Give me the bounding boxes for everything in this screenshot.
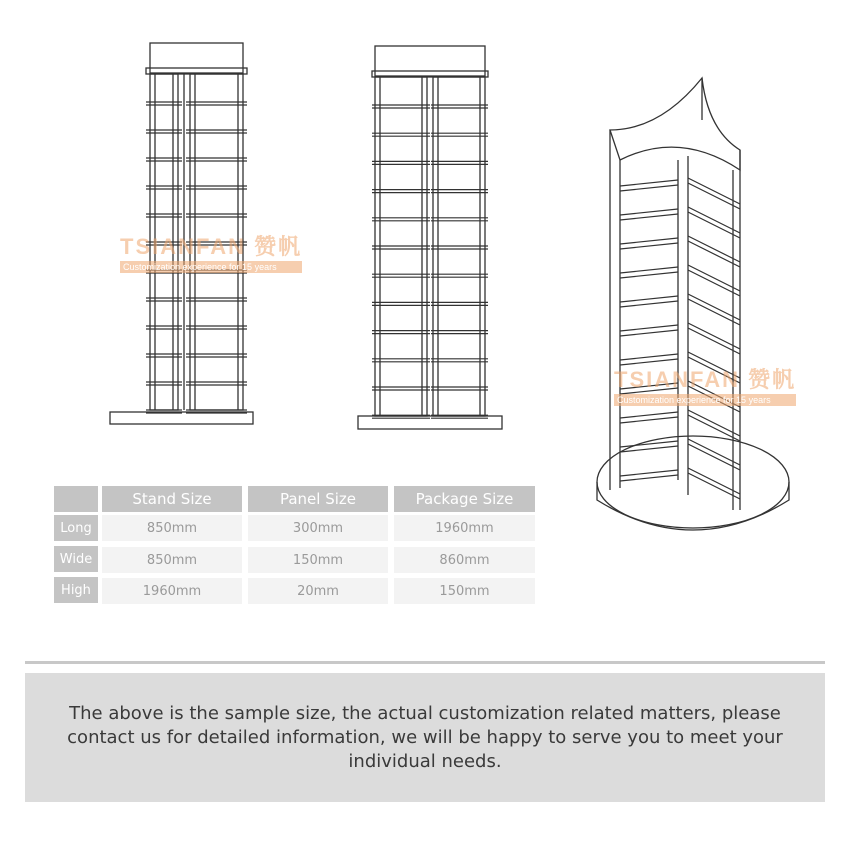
persp-shelf-left <box>620 330 678 336</box>
persp-shelf-right <box>688 299 740 325</box>
persp-shelf-left <box>620 209 678 215</box>
persp-shelf-right <box>688 183 740 209</box>
spec-row-label-long: Long <box>54 515 98 541</box>
persp-shelf-left <box>620 441 678 447</box>
persp-shelf-left <box>620 243 678 249</box>
spec-cell-stand-high: 1960mm <box>102 578 242 604</box>
watermark-brand-text: TSIANFAN 赞帆 <box>614 367 797 392</box>
rack-side-view-drawing <box>355 42 505 434</box>
rack-perspective-drawing <box>590 70 800 560</box>
note-box <box>25 673 825 802</box>
spec-header-package: Package Size <box>394 486 535 512</box>
persp-shelf-left <box>620 185 678 191</box>
persp-shelf-right <box>688 328 740 354</box>
persp-shelf-left <box>620 412 678 418</box>
note-text: The above is the sample size, the actual customization related matters, please contact us for detailed information, we will be happy to serve you to meet your individual needs. <box>67 702 783 772</box>
persp-shelf-left <box>620 214 678 220</box>
persp-shelf-right <box>688 444 740 470</box>
persp-shelf-right <box>688 323 740 349</box>
spec-header-panel: Panel Size <box>248 486 388 512</box>
persp-shelf-right <box>688 468 740 494</box>
persp-shelf-left <box>620 267 678 273</box>
persp-shelf-left <box>620 272 678 278</box>
section-divider <box>25 661 825 664</box>
spec-cell-package-long: 1960mm <box>394 515 535 541</box>
watermark-tagline: Customization experience for 15 years <box>120 261 302 273</box>
persp-shelf-left <box>620 325 678 331</box>
persp-shelf-right <box>688 270 740 296</box>
spec-cell-package-high: 150mm <box>394 578 535 604</box>
spec-cell-stand-wide: 850mm <box>102 547 242 573</box>
persp-shelf-right <box>688 178 740 204</box>
persp-shelf-left <box>620 417 678 423</box>
spec-row-label-wide: Wide <box>54 546 98 572</box>
persp-shelf-left <box>620 301 678 307</box>
spec-header-stand: Stand Size <box>102 486 242 512</box>
spec-cell-panel-long: 300mm <box>248 515 388 541</box>
persp-shelf-left <box>620 446 678 452</box>
brand-watermark-2 <box>614 363 796 406</box>
persp-shelf-right <box>688 410 740 436</box>
persp-shelf-left <box>620 238 678 244</box>
spec-cell-stand-long: 850mm <box>102 515 242 541</box>
persp-shelf-right <box>688 241 740 267</box>
watermark-brand-text: TSIANFAN 赞帆 <box>120 234 303 259</box>
persp-shelf-left <box>620 470 678 476</box>
persp-shelf-right <box>688 212 740 238</box>
brand-watermark <box>120 230 302 273</box>
persp-shelf-left <box>620 180 678 186</box>
persp-shelf-left <box>620 354 678 360</box>
persp-shelf-left <box>620 475 678 481</box>
persp-shelf-right <box>688 236 740 262</box>
persp-shelf-left <box>620 296 678 302</box>
spec-cell-package-wide: 860mm <box>394 547 535 573</box>
persp-shelf-right <box>688 207 740 233</box>
persp-shelf-right <box>688 473 740 499</box>
rack-side-view-svg <box>355 42 505 434</box>
spec-cell-panel-high: 20mm <box>248 578 388 604</box>
persp-shelf-right <box>688 439 740 465</box>
spec-corner-cell <box>54 486 98 512</box>
persp-shelf-right <box>688 265 740 291</box>
watermark-tagline: Customization experience for 15 years <box>614 394 796 406</box>
spec-cell-panel-wide: 150mm <box>248 547 388 573</box>
persp-shelf-right <box>688 294 740 320</box>
spec-row-label-high: High <box>54 577 98 603</box>
rack-perspective-svg <box>590 70 800 560</box>
